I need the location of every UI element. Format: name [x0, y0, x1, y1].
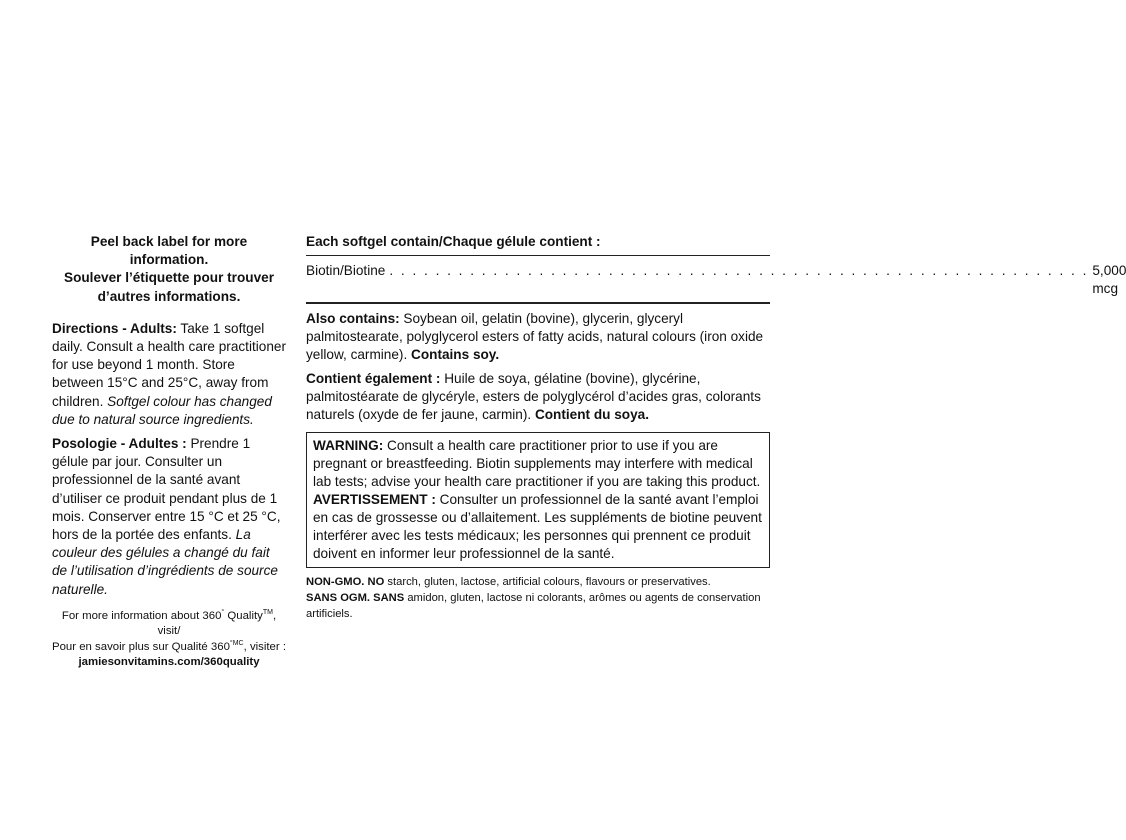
contient-soya: Contient du soya.	[534, 407, 649, 422]
sans-ogm-label: SANS OGM. SANS	[306, 592, 405, 604]
non-gmo-text: starch, gluten, lactose, artificial colours, flavours or preservatives.	[384, 576, 711, 588]
warning-fr	[313, 491, 763, 563]
website-url[interactable]: jamiesonvitamins.com/360quality	[78, 656, 260, 669]
peel-line-fr-2: d’autres informations.	[97, 288, 241, 304]
more-info-fr-text: Pour en savoir plus sur Qualité 360	[52, 640, 230, 653]
peel-line-en: Peel back label for more information.	[90, 234, 248, 268]
warning-en	[313, 437, 763, 491]
sans-ogm-text: amidon, gluten, lactose ni colorants, arômes ou agents de conservation artificiels.	[306, 592, 761, 620]
also-contains-en	[306, 310, 770, 364]
warning-text: Consult a health care practitioner prior to use if you are pregnant or breastfeeding. Biotin supplements may interfere with medical lab tests; advise your health care practitioner if you are taking this product.	[313, 438, 761, 489]
non-gmo-statement	[306, 574, 770, 622]
directions-text: Take 1 softgel daily. Consult a health care practitioner for use beyond 1 month. Store between 15°C and 25°C, away from children.	[52, 320, 286, 409]
supplement-facts-header: Each softgel contain/Chaque gélule contient :	[306, 233, 770, 256]
warning-label: WARNING:	[313, 438, 384, 453]
more-info	[52, 609, 286, 671]
visit-word: , visit/	[157, 609, 277, 638]
also-contains-label: Also contains:	[306, 311, 400, 326]
avertissement-text: Consulter un professionnel de la santé avant l’emploi en cas de grossesse ou d’allaitement. Les suppléments de biotine peuvent interférer avec les tests médicaux; les personnes qui prennent ce produit doivent en informer leur professionnel de la santé.	[313, 492, 762, 561]
also-contains-text: Soybean oil, gelatin (bovine), glycerin, glyceryl palmitostearate, polyglycerol esters of fatty acids, natural colours (iron oxide yellow, carmine).	[306, 311, 764, 362]
directions-en	[52, 320, 286, 429]
warning-box	[306, 432, 770, 568]
peel-line-fr-1: Soulever l’étiquette pour trouver	[64, 270, 274, 286]
contient-text: Huile de soya, gélatine (bovine), glycérine, palmitostéarate de glycéryle, esters de polyglycérol d’acides gras, colorants naturels (oxyde de fer jaune, carmin).	[306, 371, 761, 422]
ingredients-column	[306, 233, 1126, 622]
posologie-colour-note: La couleur des gélules a changé du fait de l’utilisation d’ingrédients de source naturelle.	[52, 527, 278, 597]
quality-word: Quality	[224, 609, 263, 622]
mc-mark: °MC	[229, 639, 244, 647]
more-info-en	[52, 609, 286, 640]
more-info-en-text: For more information about 360	[61, 609, 222, 622]
posologie-label: Posologie - Adultes :	[52, 436, 187, 452]
more-info-fr	[52, 640, 286, 655]
directions-fr	[52, 435, 286, 599]
non-gmo-en	[306, 574, 770, 590]
trademark-mark: TM	[262, 609, 273, 617]
directions-column	[52, 233, 286, 670]
posologie-text: Prendre 1 gélule par jour. Consulter un professionnel de la santé avant d’utiliser ce produit pendant plus de 1 mois. Conserver entre 15 °C et 25 °C, hors de la portée des enfants.	[52, 436, 281, 543]
contient-label: Contient également :	[306, 371, 441, 386]
ingredient-row	[306, 256, 1126, 304]
contains-soy: Contains soy.	[411, 347, 500, 362]
directions-label: Directions - Adults:	[52, 320, 177, 336]
leader-dots: . . . . . . . . . . . . . . . . . . . . . . . . . . . . . . . . . . . . . . . . . . . . . . . . . . . . . . . . . . . . .	[389, 263, 1089, 278]
also-contains-fr	[306, 370, 770, 424]
non-gmo-label: NON-GMO. NO	[306, 576, 385, 588]
peel-back-notice	[52, 233, 286, 306]
avertissement-label: AVERTISSEMENT :	[313, 492, 436, 507]
directions-colour-note: Softgel colour has changed due to natural source ingredients.	[52, 393, 272, 427]
sans-ogm-fr	[306, 590, 770, 622]
ingredient-amount: 5,000 mcg	[1092, 263, 1126, 296]
degree-mark: °	[221, 609, 225, 617]
visiter-word: , visiter :	[243, 640, 287, 653]
ingredient-name: Biotin/Biotine	[306, 263, 386, 278]
